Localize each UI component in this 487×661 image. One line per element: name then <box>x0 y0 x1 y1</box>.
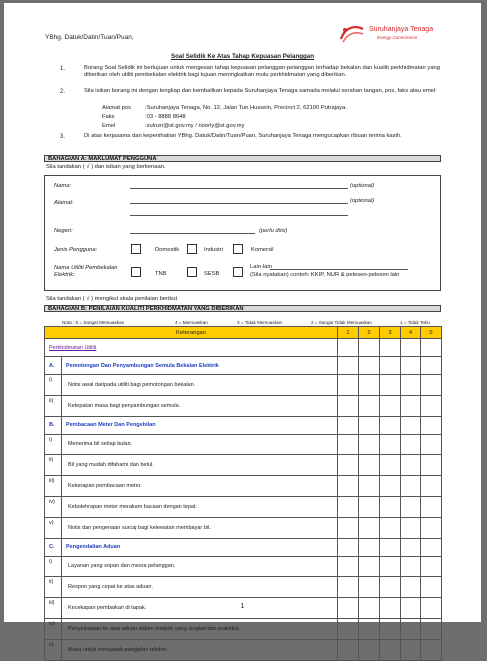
page-number: 1 <box>240 603 245 610</box>
item-text: Notis dan pengenaan surcaj bagi kelewatan membayar bil. <box>62 517 338 538</box>
rating-cell-4[interactable] <box>401 556 421 577</box>
rating-cell-4[interactable] <box>401 517 421 538</box>
item-text: Respon yang cepat ke atas aduan. <box>62 577 338 598</box>
document-title: Soal Selidik Ke Atas Tahap Kepuasan Pelanggan <box>170 53 315 60</box>
rating-cell-5[interactable] <box>421 476 442 497</box>
sesb-label: SESB <box>204 271 220 277</box>
para-2: Sila isikan borang ini dengan lengkap dan kembalikan kepada Suruhanjaya Tenaga samada melalui serahan tangan, pos, faks atau emel: <box>84 88 437 94</box>
rating-cell-5[interactable] <box>421 577 442 598</box>
rating-cell-3[interactable] <box>380 455 401 476</box>
rating-cell-2[interactable] <box>359 577 380 598</box>
table-row <box>45 639 442 660</box>
category-score-cell <box>380 357 401 375</box>
negeri-label: Negeri: <box>54 228 73 234</box>
rating-cell-2[interactable] <box>359 618 380 639</box>
item-text: Kecekapan pembaikan di tapak. <box>62 598 338 619</box>
rating-cell-3[interactable] <box>380 517 401 538</box>
category-score-cell <box>338 357 359 375</box>
nama-label: Nama: <box>54 183 72 189</box>
negeri-field[interactable] <box>130 233 255 234</box>
item-number: i) <box>45 556 62 577</box>
nama-optional: (optional) <box>350 183 375 189</box>
lain-label: Lain-lain <box>250 264 272 270</box>
utiliti-label: Nama Utiliti Pembekalan Elektrik: <box>54 265 118 278</box>
tnb-checkbox[interactable] <box>131 267 141 277</box>
group-row <box>45 339 442 357</box>
rating-cell-2[interactable] <box>359 639 380 660</box>
rating-cell-1[interactable] <box>338 496 359 517</box>
score-header-3: 3 <box>380 327 401 339</box>
rating-cell-5[interactable] <box>421 618 442 639</box>
logo-name: Suruhanjaya Tenaga <box>369 26 434 33</box>
item-number: i) <box>45 375 62 396</box>
item-number: ii) <box>45 455 62 476</box>
rating-cell-1[interactable] <box>338 375 359 396</box>
rating-cell-4[interactable] <box>401 577 421 598</box>
category-score-cell <box>359 538 380 556</box>
para-1: Borang Soal Selidik ini bertujuan untuk mengesan tahap kepuasan pelanggan-pelanggan terhadap bekalan dan kualiti perkhidmatan yang diberikan oleh utiliti pembekalan elektrik bagi tujuan meningkatkan mutu perkhidmatan yang diberikan. <box>84 65 440 79</box>
rating-cell-5[interactable] <box>421 455 442 476</box>
rating-cell-2[interactable] <box>359 395 380 416</box>
item-number: ii) <box>45 395 62 416</box>
rating-cell-1[interactable] <box>338 434 359 455</box>
item-number: iv) <box>45 496 62 517</box>
logo-subtitle: Energy Commission <box>377 35 418 40</box>
score-header-2: 2 <box>359 327 380 339</box>
rating-cell-1[interactable] <box>338 639 359 660</box>
item-number: ii) <box>45 577 62 598</box>
nama-field[interactable] <box>130 188 348 189</box>
keterangan-header: Keterangan <box>45 327 338 339</box>
category-letter: C. <box>45 538 62 556</box>
table-row <box>45 556 442 577</box>
commission-logo <box>339 23 449 47</box>
logo-swoosh-icon <box>339 23 365 45</box>
tnb-label: TNB <box>155 271 167 277</box>
section-a-heading: BAHAGIAN A: MAKLUMAT PENGGUNA <box>44 155 441 162</box>
item-number: iv) <box>45 618 62 639</box>
item-text: Bil yang mudah difahami dan betul. <box>62 455 338 476</box>
lain-note: (Sila nyatakan) contoh: KKIP, NUR & pelesen-pelesen lain <box>250 272 400 278</box>
rating-cell-2[interactable] <box>359 476 380 497</box>
category-row <box>45 416 442 434</box>
section-b-pre-instruction: Sila tandakan ( √ ) mengikut skala penilaian berikut <box>46 296 178 302</box>
rating-cell-2[interactable] <box>359 455 380 476</box>
alamat-optional: (optional) <box>350 198 375 204</box>
rating-cell-3[interactable] <box>380 556 401 577</box>
scale-5: Nota : 5 = Sangat Memuaskan <box>62 320 125 325</box>
item-text: Ketepatan masa bagi penyambungan semula. <box>62 395 338 416</box>
rating-cell-5[interactable] <box>421 434 442 455</box>
item-text: Masa untuk menjawab panggilan telefon. <box>62 639 338 660</box>
rating-cell-4[interactable] <box>401 618 421 639</box>
item-number: i) <box>45 434 62 455</box>
item-number: iii) <box>45 598 62 619</box>
komersil-checkbox[interactable] <box>233 244 243 254</box>
category-row <box>45 357 442 375</box>
rating-cell-4[interactable] <box>401 455 421 476</box>
scale-1: 1 = Tidak Tahu <box>400 320 430 325</box>
item-text: Layanan yang sopan dan mesra pelanggan. <box>62 556 338 577</box>
table-row <box>45 455 442 476</box>
section-a-instruction: Sila tandakan ( √ ) dan isikan yang berkenaan. <box>46 164 166 170</box>
category-title: Pengendalian Aduan <box>62 538 338 556</box>
category-letter: B. <box>45 416 62 434</box>
category-letter: A. <box>45 357 62 375</box>
rating-cell-3[interactable] <box>380 577 401 598</box>
alamat-field-1[interactable] <box>130 203 348 204</box>
category-row <box>45 538 442 556</box>
lain-checkbox[interactable] <box>233 267 243 277</box>
email-label: Emel <box>102 123 116 129</box>
table-row <box>45 375 442 396</box>
rating-cell-5[interactable] <box>421 496 442 517</box>
rating-cell-3[interactable] <box>380 375 401 396</box>
group-score-cell <box>359 339 380 357</box>
group-score-cell <box>421 339 442 357</box>
category-score-cell <box>359 416 380 434</box>
rating-cell-2[interactable] <box>359 556 380 577</box>
table-row <box>45 395 442 416</box>
category-score-cell <box>338 416 359 434</box>
item-text: Kebolehrapan meter merakam bacaan dengan tepat. <box>62 496 338 517</box>
lain-field[interactable] <box>270 269 408 270</box>
rating-cell-5[interactable] <box>421 639 442 660</box>
rating-cell-4[interactable] <box>401 375 421 396</box>
table-row <box>45 496 442 517</box>
category-score-cell <box>380 416 401 434</box>
scale-2: 2 = Sangat Tidak Memuaskan <box>311 320 372 325</box>
komersil-label: Komersil <box>251 247 274 253</box>
group-score-cell <box>401 339 421 357</box>
rating-cell-1[interactable] <box>338 618 359 639</box>
item-number: iii) <box>45 476 62 497</box>
negeri-note: (perlu diisi) <box>259 228 288 234</box>
rating-cell-3[interactable] <box>380 618 401 639</box>
greeting: YBhg. Datuk/Datin/Tuan/Puan, <box>45 34 134 41</box>
rating-cell-1[interactable] <box>338 556 359 577</box>
rating-cell-2[interactable] <box>359 496 380 517</box>
rating-cell-3[interactable] <box>380 496 401 517</box>
rating-cell-1[interactable] <box>338 577 359 598</box>
score-header-5: 5 <box>421 327 442 339</box>
para-1-number: 1. <box>60 66 66 72</box>
rating-cell-1[interactable] <box>338 395 359 416</box>
scale-4: 4 = Memuaskan <box>175 320 208 325</box>
rating-cell-5[interactable] <box>421 395 442 416</box>
rating-cell-3[interactable] <box>380 434 401 455</box>
item-text: Kekerapan pembacaan meter. <box>62 476 338 497</box>
para-3-number: 3. <box>60 134 66 140</box>
rating-cell-1[interactable] <box>338 455 359 476</box>
industri-label: Industri <box>204 247 224 253</box>
item-number: v) <box>45 517 62 538</box>
rating-cell-4[interactable] <box>401 434 421 455</box>
rating-cell-5[interactable] <box>421 517 442 538</box>
table-row <box>45 476 442 497</box>
table-row <box>45 618 442 639</box>
para-2-number: 2. <box>60 89 66 95</box>
category-score-cell <box>380 538 401 556</box>
item-text: Notis awal daripada utiliti bagi pemotongan bekalan. <box>62 375 338 396</box>
rating-cell-3[interactable] <box>380 476 401 497</box>
scale-3: 3 = Tidak Memuaskan <box>237 320 283 325</box>
rating-cell-1[interactable] <box>338 476 359 497</box>
table-header-row <box>45 327 442 339</box>
category-title: Pembacaan Meter Dan Pengebilan <box>62 416 338 434</box>
category-score-cell <box>421 416 442 434</box>
rating-cell-4[interactable] <box>401 476 421 497</box>
domestik-checkbox[interactable] <box>131 244 141 254</box>
rating-cell-3[interactable] <box>380 639 401 660</box>
table-row <box>45 577 442 598</box>
document-page <box>4 3 481 653</box>
alamat-field-2[interactable] <box>130 215 348 216</box>
sesb-checkbox[interactable] <box>187 267 197 277</box>
rating-cell-3[interactable] <box>380 395 401 416</box>
rating-cell-5[interactable] <box>421 375 442 396</box>
item-text: Penyelesaian ke atas aduan dalam tempoh yang singkat dan praktikal. <box>62 618 338 639</box>
rating-cell-2[interactable] <box>359 517 380 538</box>
table-row <box>45 434 442 455</box>
rating-cell-1[interactable] <box>338 517 359 538</box>
group-score-cell <box>338 339 359 357</box>
fax-value: :03 - 8888 8648 <box>145 114 186 120</box>
rating-cell-2[interactable] <box>359 434 380 455</box>
address-label: Alamat pos <box>102 105 131 111</box>
item-number: v) <box>45 639 62 660</box>
category-score-cell <box>401 416 421 434</box>
domestik-label: Domestik <box>155 247 180 253</box>
group-title: Perkhidmatan Utiliti <box>45 339 338 357</box>
jenis-label: Jenis Pengguna: <box>54 247 98 253</box>
item-text: Menerima bil setiap bulan. <box>62 434 338 455</box>
address-value: :Suruhanjaya Tenaga, No. 12, Jalan Tun Hussein, Precinct 2, 62100 Putrajaya. <box>145 105 347 111</box>
table-row <box>45 517 442 538</box>
section-b-heading: BAHAGIAN B: PENILAIAN KUALITI PERKHIDMATAN YANG DIBERIKAN <box>44 305 441 312</box>
fax-label: Faks <box>102 114 115 120</box>
category-score-cell <box>338 538 359 556</box>
rating-cell-4[interactable] <box>401 395 421 416</box>
para-3: Di atas kerjasama dan kepenihatian YBhg. Datuk/Datin/Tuan/Puan, Suruhanjaya Tenaga mengucapkan ribuan terima kasih. <box>84 133 402 139</box>
category-score-cell <box>421 538 442 556</box>
alamat-label: Alamat: <box>54 200 74 206</box>
score-header-1: 1 <box>338 327 359 339</box>
category-score-cell <box>359 357 380 375</box>
email-value: :zulozri@st.gov.my / noorly@st.gov.my <box>145 123 245 129</box>
category-score-cell <box>421 357 442 375</box>
rating-table <box>44 326 442 661</box>
score-header-4: 4 <box>401 327 421 339</box>
industri-checkbox[interactable] <box>187 244 197 254</box>
group-score-cell <box>380 339 401 357</box>
rating-cell-2[interactable] <box>359 375 380 396</box>
category-title: Pemotongan Dan Penyambungan Semula Bekalan Elektrik <box>62 357 338 375</box>
rating-cell-4[interactable] <box>401 639 421 660</box>
category-score-cell <box>401 357 421 375</box>
rating-cell-5[interactable] <box>421 556 442 577</box>
rating-cell-4[interactable] <box>401 496 421 517</box>
section-a-form <box>44 175 441 291</box>
category-score-cell <box>401 538 421 556</box>
